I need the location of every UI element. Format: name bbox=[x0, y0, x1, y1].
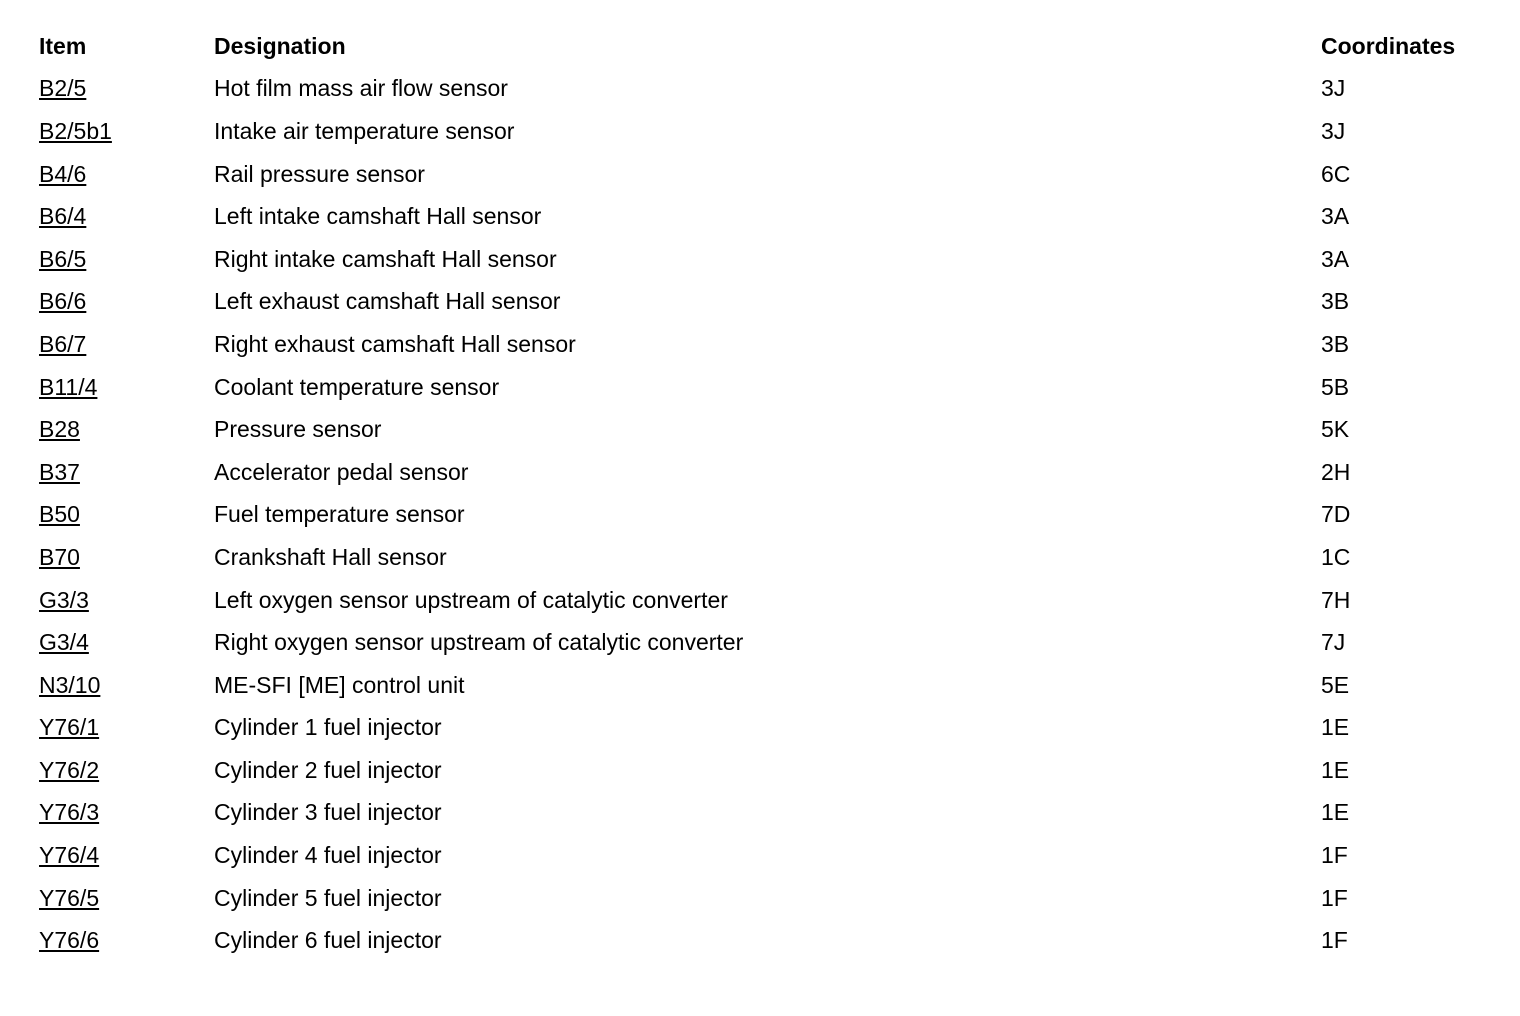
designation-cell: Cylinder 6 fuel injector bbox=[214, 927, 442, 954]
coordinates-cell: 1F bbox=[1321, 927, 1348, 954]
designation-cell: Cylinder 4 fuel injector bbox=[214, 842, 442, 869]
coordinates-cell: 3J bbox=[1321, 117, 1346, 144]
table-row bbox=[39, 664, 1489, 707]
coordinates-cell: 6C bbox=[1321, 160, 1351, 187]
coordinates-cell: 2H bbox=[1321, 458, 1351, 485]
header-coordinates: Coordinates bbox=[1321, 32, 1456, 59]
item-link[interactable]: B50 bbox=[39, 501, 80, 528]
designation-cell: Crankshaft Hall sensor bbox=[214, 543, 447, 570]
designation-cell: Left exhaust camshaft Hall sensor bbox=[214, 288, 561, 315]
coordinates-cell: 1E bbox=[1321, 714, 1350, 741]
coordinates-cell: 1E bbox=[1321, 756, 1350, 783]
coordinates-cell: 3J bbox=[1321, 75, 1346, 102]
item-link[interactable]: Y76/2 bbox=[39, 756, 100, 783]
item-link[interactable]: B4/6 bbox=[39, 160, 87, 187]
item-link[interactable]: B2/5 bbox=[39, 75, 87, 102]
table-row bbox=[39, 536, 1489, 579]
designation-cell: Right oxygen sensor upstream of catalytic converter bbox=[214, 629, 744, 656]
table-row bbox=[39, 749, 1489, 792]
designation-cell: Left intake camshaft Hall sensor bbox=[214, 203, 542, 230]
table-row bbox=[39, 877, 1489, 920]
header-item: Item bbox=[39, 32, 87, 59]
coordinates-cell: 5K bbox=[1321, 416, 1350, 443]
table-row bbox=[39, 834, 1489, 877]
designation-cell: Cylinder 3 fuel injector bbox=[214, 799, 442, 826]
item-link[interactable]: Y76/3 bbox=[39, 799, 100, 826]
designation-cell: Left oxygen sensor upstream of catalytic converter bbox=[214, 586, 728, 613]
coordinates-cell: 7D bbox=[1321, 501, 1351, 528]
designation-cell: Rail pressure sensor bbox=[214, 160, 425, 187]
coordinates-cell: 1E bbox=[1321, 799, 1350, 826]
table-row bbox=[39, 707, 1489, 750]
item-link[interactable]: G3/4 bbox=[39, 629, 89, 656]
item-link[interactable]: B11/4 bbox=[39, 373, 98, 400]
designation-cell: ME-SFI [ME] control unit bbox=[214, 671, 465, 698]
table-row bbox=[39, 621, 1489, 664]
coordinates-cell: 1C bbox=[1321, 543, 1351, 570]
designation-cell: Fuel temperature sensor bbox=[214, 501, 465, 528]
table-row bbox=[39, 579, 1489, 622]
table-row bbox=[39, 792, 1489, 835]
item-link[interactable]: Y76/6 bbox=[39, 927, 100, 954]
item-link[interactable]: B28 bbox=[39, 416, 80, 443]
coordinates-cell: 7H bbox=[1321, 586, 1351, 613]
coordinates-cell: 3B bbox=[1321, 330, 1350, 357]
item-link[interactable]: B70 bbox=[39, 543, 80, 570]
table-row bbox=[39, 110, 1489, 153]
coordinates-cell: 3A bbox=[1321, 203, 1350, 230]
table-row bbox=[39, 494, 1489, 537]
item-link[interactable]: N3/10 bbox=[39, 671, 101, 698]
table-row bbox=[39, 323, 1489, 366]
designation-cell: Pressure sensor bbox=[214, 416, 382, 443]
table-row bbox=[39, 919, 1489, 962]
header-designation: Designation bbox=[214, 32, 346, 59]
designation-cell: Intake air temperature sensor bbox=[214, 117, 515, 144]
item-link[interactable]: B6/5 bbox=[39, 245, 87, 272]
designation-cell: Coolant temperature sensor bbox=[214, 373, 500, 400]
item-link[interactable]: Y76/4 bbox=[39, 842, 100, 869]
item-link[interactable]: Y76/1 bbox=[39, 714, 100, 741]
table-header-row bbox=[39, 25, 1489, 68]
item-link[interactable]: B2/5b1 bbox=[39, 117, 112, 144]
item-link[interactable]: Y76/5 bbox=[39, 884, 100, 911]
designation-cell: Hot film mass air flow sensor bbox=[214, 75, 508, 102]
item-link[interactable]: G3/3 bbox=[39, 586, 89, 613]
table-row bbox=[39, 451, 1489, 494]
coordinates-cell: 5E bbox=[1321, 671, 1350, 698]
item-link[interactable]: B37 bbox=[39, 458, 80, 485]
designation-cell: Cylinder 1 fuel injector bbox=[214, 714, 442, 741]
table-row bbox=[39, 281, 1489, 324]
item-link[interactable]: B6/7 bbox=[39, 330, 87, 357]
designation-cell: Cylinder 2 fuel injector bbox=[214, 756, 442, 783]
item-link[interactable]: B6/6 bbox=[39, 288, 87, 315]
designation-cell: Accelerator pedal sensor bbox=[214, 458, 469, 485]
table-row bbox=[39, 153, 1489, 196]
coordinates-cell: 5B bbox=[1321, 373, 1350, 400]
table-row bbox=[39, 195, 1489, 238]
coordinates-cell: 7J bbox=[1321, 629, 1346, 656]
designation-cell: Right exhaust camshaft Hall sensor bbox=[214, 330, 576, 357]
table-row bbox=[39, 408, 1489, 451]
component-legend-table bbox=[39, 25, 1489, 962]
coordinates-cell: 1F bbox=[1321, 884, 1348, 911]
table-row bbox=[39, 68, 1489, 111]
coordinates-cell: 3A bbox=[1321, 245, 1350, 272]
designation-cell: Cylinder 5 fuel injector bbox=[214, 884, 442, 911]
coordinates-cell: 3B bbox=[1321, 288, 1350, 315]
table-row bbox=[39, 366, 1489, 409]
item-link[interactable]: B6/4 bbox=[39, 203, 87, 230]
designation-cell: Right intake camshaft Hall sensor bbox=[214, 245, 557, 272]
coordinates-cell: 1F bbox=[1321, 842, 1348, 869]
table-row bbox=[39, 238, 1489, 281]
